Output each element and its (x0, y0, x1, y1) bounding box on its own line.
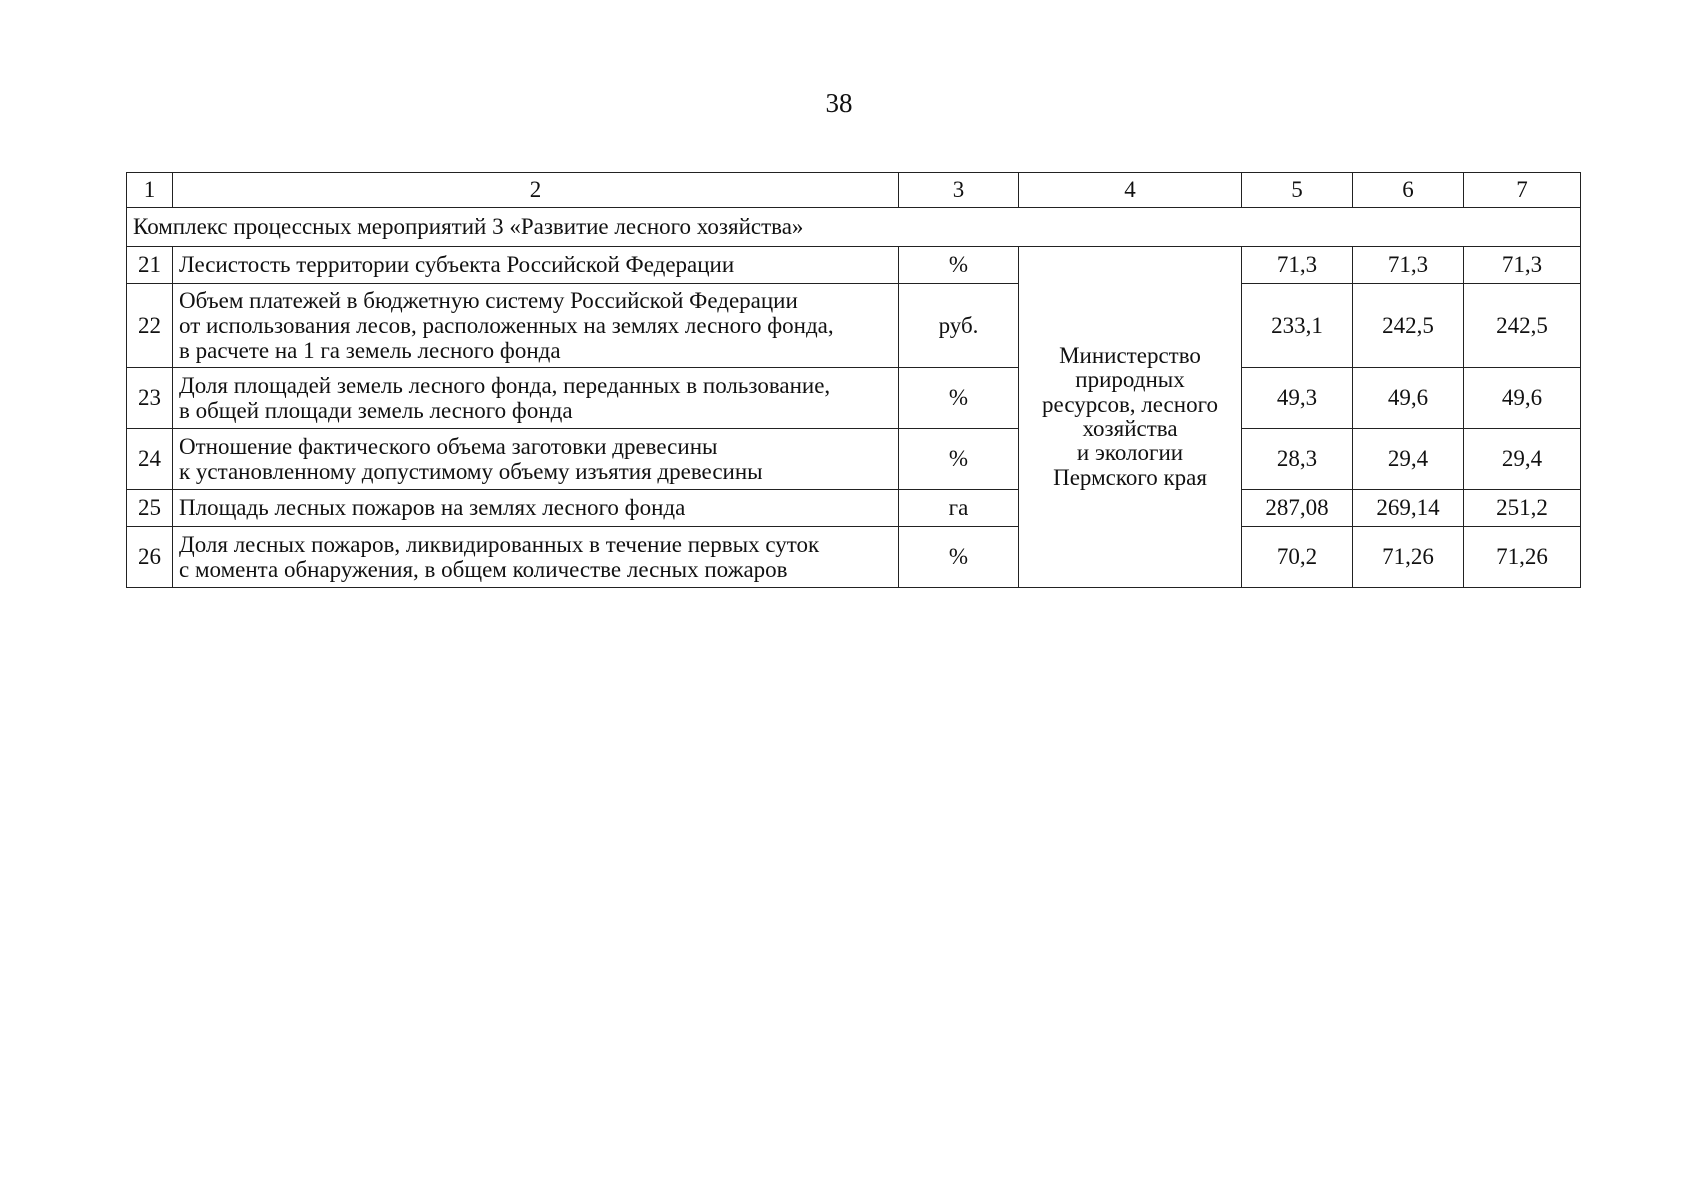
value-cell-col5: 71,3 (1242, 247, 1353, 284)
value-cell-col7: 71,3 (1464, 247, 1581, 284)
indicator-name-line: в расчете на 1 га земель лесного фонда (179, 338, 561, 364)
column-number-cell: 4 (1019, 173, 1242, 208)
value-cell-col5: 28,3 (1242, 429, 1353, 490)
table-row (127, 368, 1581, 429)
row-number: 23 (127, 368, 173, 429)
value-cell-col6: 49,6 (1353, 368, 1464, 429)
row-number: 22 (127, 284, 173, 368)
responsible-line: Министерство (1059, 342, 1201, 368)
indicator-name-line: к установленному допустимому объему изъятия древесины (179, 459, 763, 484)
row-number: 26 (127, 527, 173, 588)
responsible-line: ресурсов, лесного (1042, 391, 1218, 417)
indicator-name-line: Доля лесных пожаров, ликвидированных в течение первых суток (179, 531, 820, 557)
indicator-name-line: Доля площадей земель лесного фонда, переданных в пользование, (179, 372, 831, 398)
indicator-name (173, 429, 899, 490)
indicator-name (173, 247, 899, 284)
indicator-name-line: Объем платежей в бюджетную систему Российской Федерации (179, 287, 798, 313)
indicator-name (173, 527, 899, 588)
unit-cell: га (899, 490, 1019, 527)
responsible-line: природных (1075, 367, 1185, 393)
value-cell-col7: 29,4 (1464, 429, 1581, 490)
column-number-cell: 1 (127, 173, 173, 208)
indicator-name (173, 284, 899, 368)
row-number: 24 (127, 429, 173, 490)
column-number-cell: 5 (1242, 173, 1353, 208)
unit-cell: % (899, 247, 1019, 284)
row-number: 25 (127, 490, 173, 527)
responsible-line: Пермского края (1053, 464, 1207, 490)
indicator-name-line: с момента обнаружения, в общем количестве лесных пожаров (179, 557, 788, 582)
column-number-row (127, 173, 1581, 208)
responsible-cell (1019, 247, 1242, 588)
value-cell-col7: 49,6 (1464, 368, 1581, 429)
indicator-name-line: Лесистость территории субъекта Российской Федерации (179, 252, 735, 278)
column-number-cell: 2 (173, 173, 899, 208)
value-cell-col5: 49,3 (1242, 368, 1353, 429)
table-row (127, 284, 1581, 368)
indicator-name-line: от использования лесов, расположенных на землях лесного фонда, (179, 312, 834, 338)
table-row (127, 429, 1581, 490)
value-cell-col6: 71,26 (1353, 527, 1464, 588)
row-number: 21 (127, 247, 173, 284)
indicators-table (126, 172, 1581, 588)
column-number-cell: 6 (1353, 173, 1464, 208)
unit-cell: % (899, 429, 1019, 490)
value-cell-col7: 71,26 (1464, 527, 1581, 588)
value-cell-col5: 287,08 (1242, 490, 1353, 527)
section-title: Комплекс процессных мероприятий 3 «Развитие лесного хозяйства» (127, 208, 1581, 247)
page-number: 38 (825, 88, 853, 118)
value-cell-col6: 269,14 (1353, 490, 1464, 527)
indicator-name-line: Площадь лесных пожаров на землях лесного фонда (179, 495, 686, 521)
value-cell-col7: 242,5 (1464, 284, 1581, 368)
value-cell-col6: 242,5 (1353, 284, 1464, 368)
value-cell-col6: 29,4 (1353, 429, 1464, 490)
table-row (127, 490, 1581, 527)
indicator-name-line: в общей площади земель лесного фонда (179, 398, 573, 423)
indicator-name (173, 368, 899, 429)
value-cell-col6: 71,3 (1353, 247, 1464, 284)
value-cell-col5: 233,1 (1242, 284, 1353, 368)
value-cell-col5: 70,2 (1242, 527, 1353, 588)
responsible-line: и экологии (1076, 440, 1184, 466)
section-row (127, 208, 1581, 247)
unit-cell: руб. (899, 284, 1019, 368)
unit-cell: % (899, 368, 1019, 429)
unit-cell: % (899, 527, 1019, 588)
column-number-cell: 7 (1464, 173, 1581, 208)
indicator-name (173, 490, 899, 527)
table-row (127, 527, 1581, 588)
indicator-name-line: Отношение фактического объема заготовки древесины (179, 433, 718, 459)
column-number-cell: 3 (899, 173, 1019, 208)
responsible-line: хозяйства (1082, 416, 1178, 441)
value-cell-col7: 251,2 (1464, 490, 1581, 527)
table-row (127, 247, 1581, 284)
